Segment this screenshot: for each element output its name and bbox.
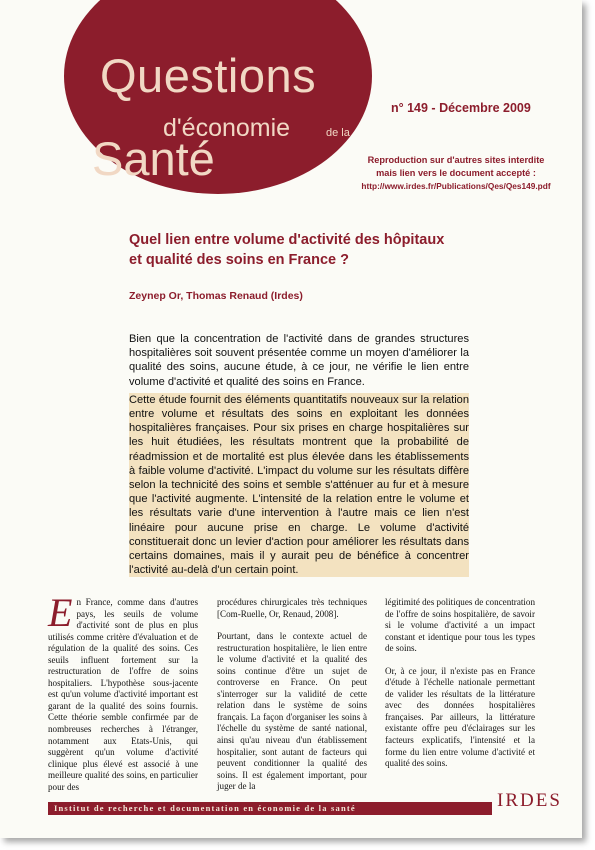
issue-number: n° 149 - Décembre 2009 (391, 101, 531, 115)
column-1-text: n France, comme dans d'autres pays, les seuils de volume d'activité sont de plus en plus utilisés comme critère d'évaluation et de régulation de la qualité des soins. Ces seuils influent fortement sur la restructuration de l'offre de soins hospitaliers. L'hypothèse sous-jacente est qu'un volume d'activité important est garant de la qualité des soins fournis. Cette théorie semble confirmée par de nombreuses recherches à l'étranger, notamment aux Etats-Unis, qui suggèrent qu'un volume d'activité clinique plus élevé est associé à une meilleure qualité des soins, en particulier pour des (48, 597, 198, 792)
title-line-1: Quel lien entre volume d'activité des hôpitaux (129, 232, 445, 248)
body-column-2 (217, 597, 367, 804)
column-2-paragraph-2: Pourtant, dans le contexte actuel de restructuration hospitalière, le lien entre le volume d'activité et la qualité des soins continue d'être un sujet de controverse en France. On peut s'interroger sur la validité de cette relation dans le système de soins français. La façon d'organiser les soins à l'échelle du système de santé national, ainsi qu'au niveau d'un établissement hospitalier, sont autant de facteurs qui peuvent conditionner la qualité des soins. Il est également important, pour juger de la (217, 631, 367, 792)
article-authors: Zeynep Or, Thomas Renaud (Irdes) (129, 290, 303, 302)
title-line-2: et qualité des soins en France ? (129, 252, 349, 268)
body-column-1 (48, 590, 198, 793)
column-3-paragraph-1: légitimité des politiques de concentration de l'offre de soins hospitalière, de savoir si le volume d'activité a un impact constant et identique pour tous les types de soins. (385, 597, 536, 654)
logo-economie: d'économie (163, 114, 291, 142)
column-3-paragraph-2: Or, à ce jour, il n'existe pas en France d'étude à l'échelle nationale permettant de valider les résultats de la littérature avec des données hospitalières françaises. Par ailleurs, la littérature existante offre peu d'éclairages sur les facteurs explicatifs, l'intensité et la forme du lien entre volume d'activité et qualité des soins. (385, 665, 535, 769)
article-title (129, 230, 469, 270)
notice-line-1: Reproduction sur d'autres sites interdite (367, 155, 545, 165)
logo-questions: Questions (100, 49, 317, 102)
logo-sante: Santé (92, 132, 215, 185)
abstract (129, 332, 469, 581)
notice-line-2: mais lien vers le document accepté : (376, 168, 536, 178)
reproduction-notice (346, 154, 566, 193)
abstract-paragraph-2: Cette étude fournit des éléments quantitatifs nouveaux sur la relation entre volume et résultats des soins en exploitant les données hospitalières françaises. Pour six prises en charge hospitalières sur les huit étudiées, les résultats montrent que la probabilité de réadmission et de mortalité est plus élevée dans les établissements à faible volume d'activité. L'impact du volume sur les résultats diffère selon la technicité des soins et semble s'atténuer au fur et à mesure que l'activité augmente. L'intensité de la relation entre le volume et les résultats varie d'une intervention à l'autre mais ce lien n'est linéaire pour aucune prise en charge. Le volume d'activité constituerait donc un levier d'action pour améliorer les résultats dans certains domaines, mais il y aurait peu de bénéfice à concentrer l'activité au-delà d'un certain point. (129, 393, 469, 577)
drop-cap: E (48, 590, 73, 635)
notice-url-link[interactable]: http://www.irdes.fr/Publications/Qes/Qes149.pdf (361, 181, 551, 191)
column-2-paragraph-1: procédures chirurgicales très techniques [Com-Ruelle, Or, Renaud, 2008]. (217, 597, 367, 619)
footer-institute-bar: Institut de recherche et documentation en économie de la santé (48, 802, 492, 815)
irdes-logo: IRDES (497, 790, 562, 811)
logo-de-la: de la (326, 127, 350, 139)
abstract-paragraph-1: Bien que la concentration de l'activité dans de grandes structures hospitalières soit souvent présentée comme un moyen d'améliorer la qualité des soins, aucune étude, à ce jour, ne vérifie le lien entre volume d'activité et qualité des soins en France. (129, 333, 469, 388)
body-column-3 (385, 597, 535, 781)
